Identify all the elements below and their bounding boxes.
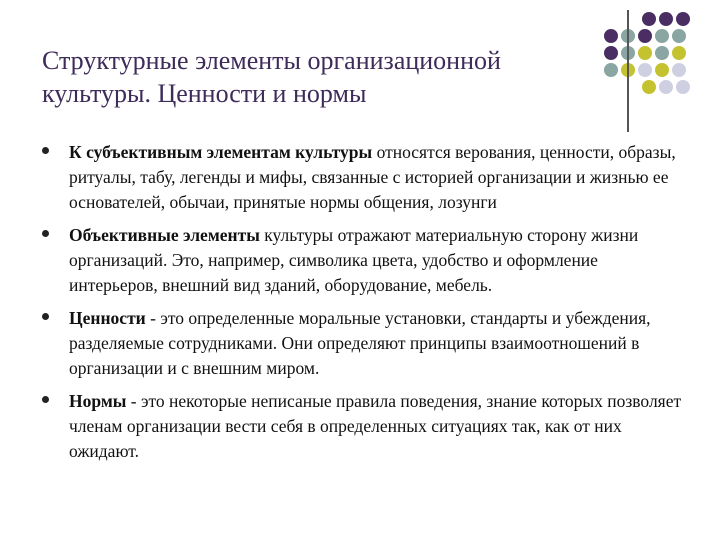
bullet-list xyxy=(42,140,682,472)
bullet-marker-icon xyxy=(42,147,49,154)
decorative-dot xyxy=(659,80,673,94)
bullet-bold-term: К субъективным элементам культуры xyxy=(69,142,373,162)
bullet-text xyxy=(69,306,682,381)
decorative-dot xyxy=(642,80,656,94)
decorative-dot xyxy=(604,63,618,77)
decorative-dot xyxy=(655,46,669,60)
bullet-bold-term: Ценности xyxy=(69,308,146,328)
bullet-marker-icon xyxy=(42,396,49,403)
decorative-dot xyxy=(672,46,686,60)
decorative-dot xyxy=(655,29,669,43)
bullet-body: - это некоторые неписаные правила поведения, знание которых позволяет членам организации вести себя в определенных ситуациях так, как от них ожидают. xyxy=(69,391,682,461)
bullet-text xyxy=(69,389,682,464)
bullet-item-objective xyxy=(42,223,682,298)
decorative-dot xyxy=(642,12,656,26)
bullet-body: культуры отражают материальную сторону жизни организаций. Это, например, символика цвета, удобство и оформление интерьеров, внешний вид зданий, оборудование, мебель. xyxy=(69,225,639,295)
bullet-text xyxy=(69,140,682,215)
bullet-bold-term: Объективные элементы xyxy=(69,225,260,245)
decorative-dot xyxy=(655,63,669,77)
decorative-dot xyxy=(676,80,690,94)
decorative-dot xyxy=(672,29,686,43)
decorative-dot xyxy=(604,29,618,43)
slide-title: Структурные элементы организационной культуры. Ценности и нормы xyxy=(42,46,501,108)
bullet-item-norms xyxy=(42,389,682,464)
bullet-item-subjective xyxy=(42,140,682,215)
decorative-dot xyxy=(676,12,690,26)
decorative-dot-grid xyxy=(0,0,720,140)
bullet-bold-term: Нормы xyxy=(69,391,127,411)
decorative-dot xyxy=(604,46,618,60)
decorative-divider-line xyxy=(627,10,629,132)
bullet-marker-icon xyxy=(42,230,49,237)
bullet-item-values xyxy=(42,306,682,381)
bullet-body: относятся верования, ценности, образы, ритуалы, табу, легенды и мифы, связанные с историей организации и жизнью ее основателей, обычаи, принятые нормы общения, лозунги xyxy=(69,142,676,212)
decorative-dot xyxy=(659,12,673,26)
bullet-text xyxy=(69,223,682,298)
decorative-dot xyxy=(638,46,652,60)
decorative-dot xyxy=(672,63,686,77)
bullet-marker-icon xyxy=(42,313,49,320)
bullet-body: - это определенные моральные установки, стандарты и убеждения, разделяемые сотрудниками. Они определяют принципы взаимоотношений в организации и с внешним миром. xyxy=(69,308,651,378)
decorative-dot xyxy=(638,29,652,43)
decorative-dot xyxy=(638,63,652,77)
